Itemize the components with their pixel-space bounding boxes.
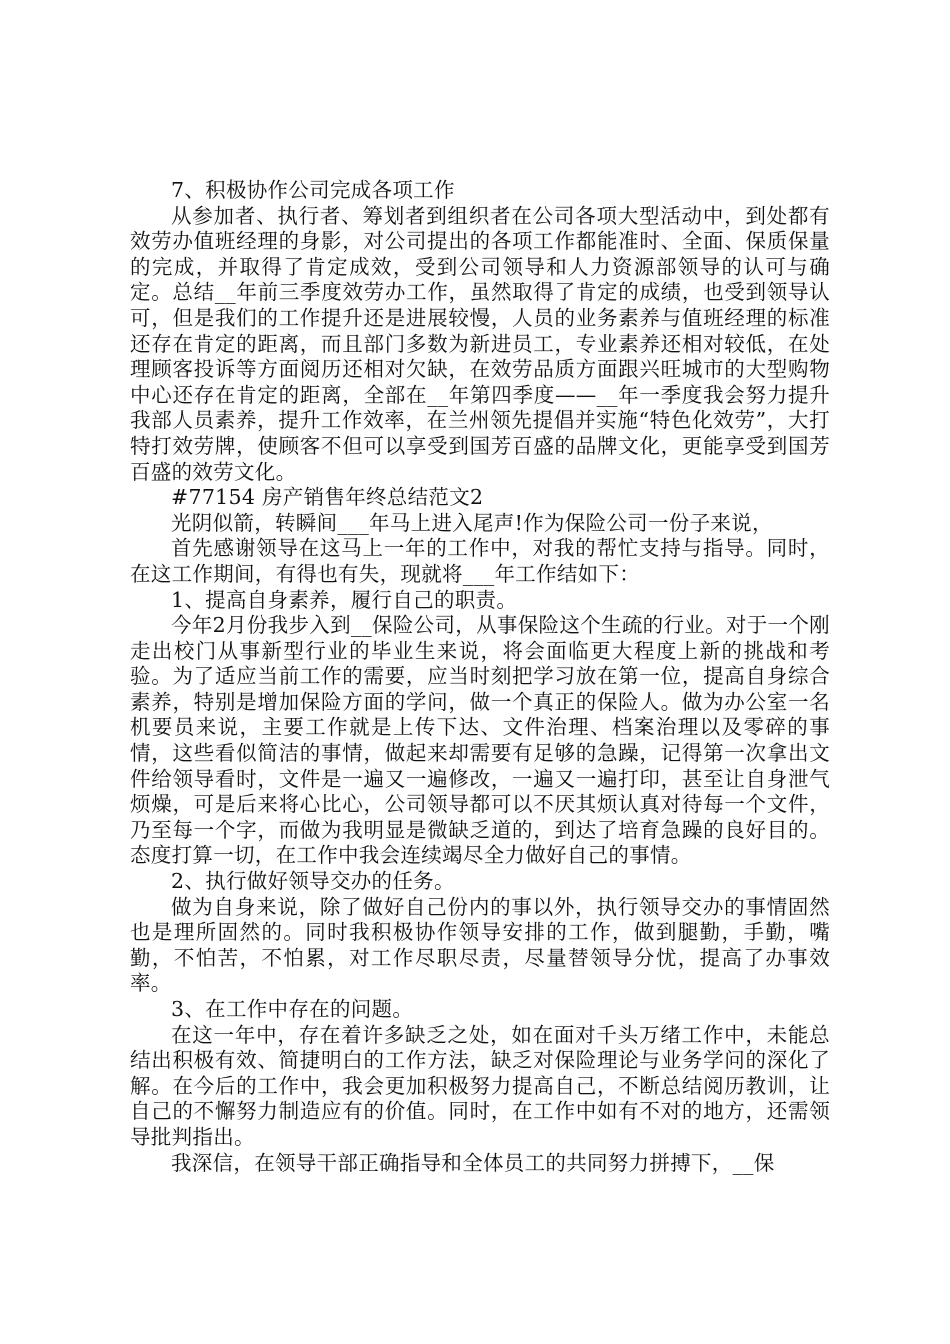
article-title: #77154 房产销售年终总结范文2	[171, 485, 484, 510]
section-heading-7: 7、积极协作公司完成各项工作	[171, 178, 455, 202]
section-heading-1: 1、提高自身素养，履行自己的职责。	[171, 587, 518, 612]
paragraph-self-improvement: 今年2月份我步入到__保险公司，从事保险这个生疏的行业。对于一个刚走出校门从事新型行业的毕业生来说，将会面临更大程度上新的挑战和考验。为了适应当前工作的需要，应当时刻把学习放在第一位，提高自身综合素养，特别是增加保险方面的学问，做一个真正的保险人。做为办公室一名机要员来说，主要工作就是上传下达、文件治理、档案治理以及零碎的事情，这些看似简洁的事情，做起来却需要有足够的急躁，记得第一次拿出文件给领导看时，文件是一遍又一遍修改，一遍又一遍打印，甚至让自身泄气烦燥，可是后来将心比心，公司领导都可以不厌其烦认真对待每一个文件，乃至每一个字，而做为我明显是微缺乏道的，到达了培育急躁的良好目的。态度打算一切，在工作中我会连续竭尽全力做好自己的事情。	[130, 613, 830, 868]
paragraph-opening: 光阴似箭，转瞬间___年马上进入尾声!作为保险公司一份子来说，	[171, 510, 773, 535]
section-heading-3: 3、在工作中存在的问题。	[171, 997, 414, 1021]
section-heading-2: 2、执行做好领导交办的任务。	[171, 869, 455, 894]
document-body	[130, 178, 830, 1176]
paragraph-work-summary: 从参加者、执行者、筹划者到组织者在公司各项大型活动中，到处都有效劳办值班经理的身影，对公司提出的各项工作都能准时、全面、保质保量的完成，并取得了肯定成效，受到公司领导和人力资源部领导的认可与确定。总结__年前三季度效劳办工作，虽然取得了肯定的成绩，也受到领导认可，但是我们的工作提升还是进展较慢，人员的业务素养与值班经理的标准还存在肯定的距离，而且部门多数为新进员工，专业素养还相对较低，在处理顾客投诉等方面阅历还相对欠缺，在效劳品质方面跟兴旺城市的大型购物中心还存在肯定的距离，全部在__年第四季度——__年一季度我会努力提升我部人员素养，提升工作效率，在兰州领先提倡并实施“特色化效劳”，大打特打效劳牌，使顾客不但可以享受到国芳百盛的品牌文化，更能享受到国芳百盛的效劳文化。	[130, 203, 830, 484]
paragraph-closing: 我深信，在领导干部正确指导和全体员工的共同努力拼搏下，__保	[171, 1150, 775, 1175]
paragraph-problems: 在这一年中，存在着许多缺乏之处，如在面对千头万绪工作中，未能总结出积极有效、简捷明白的工作方法，缺乏对保险理论与业务学问的深化了解。在今后的工作中，我会更加积极努力提高自己，不断总结阅历教训，让自己的不懈努力制造应有的价值。同时，在工作中如有不对的地方，还需领导批判指出。	[130, 1022, 830, 1149]
paragraph-assigned-tasks: 做为自身来说，除了做好自己份内的事以外，执行领导交办的事情固然也是理所固然的。同时我积极协作领导安排的工作，做到腿勤，手勤，嘴勤，不怕苦，不怕累，对工作尽职尽责，尽量替领导分忧，提高了办事效率。	[130, 894, 830, 996]
paragraph-thanks: 首先感谢领导在这马上一年的工作中，对我的帮忙支持与指导。同时，在这工作期间，有得也有失，现就将___年工作结如下：	[130, 536, 830, 586]
